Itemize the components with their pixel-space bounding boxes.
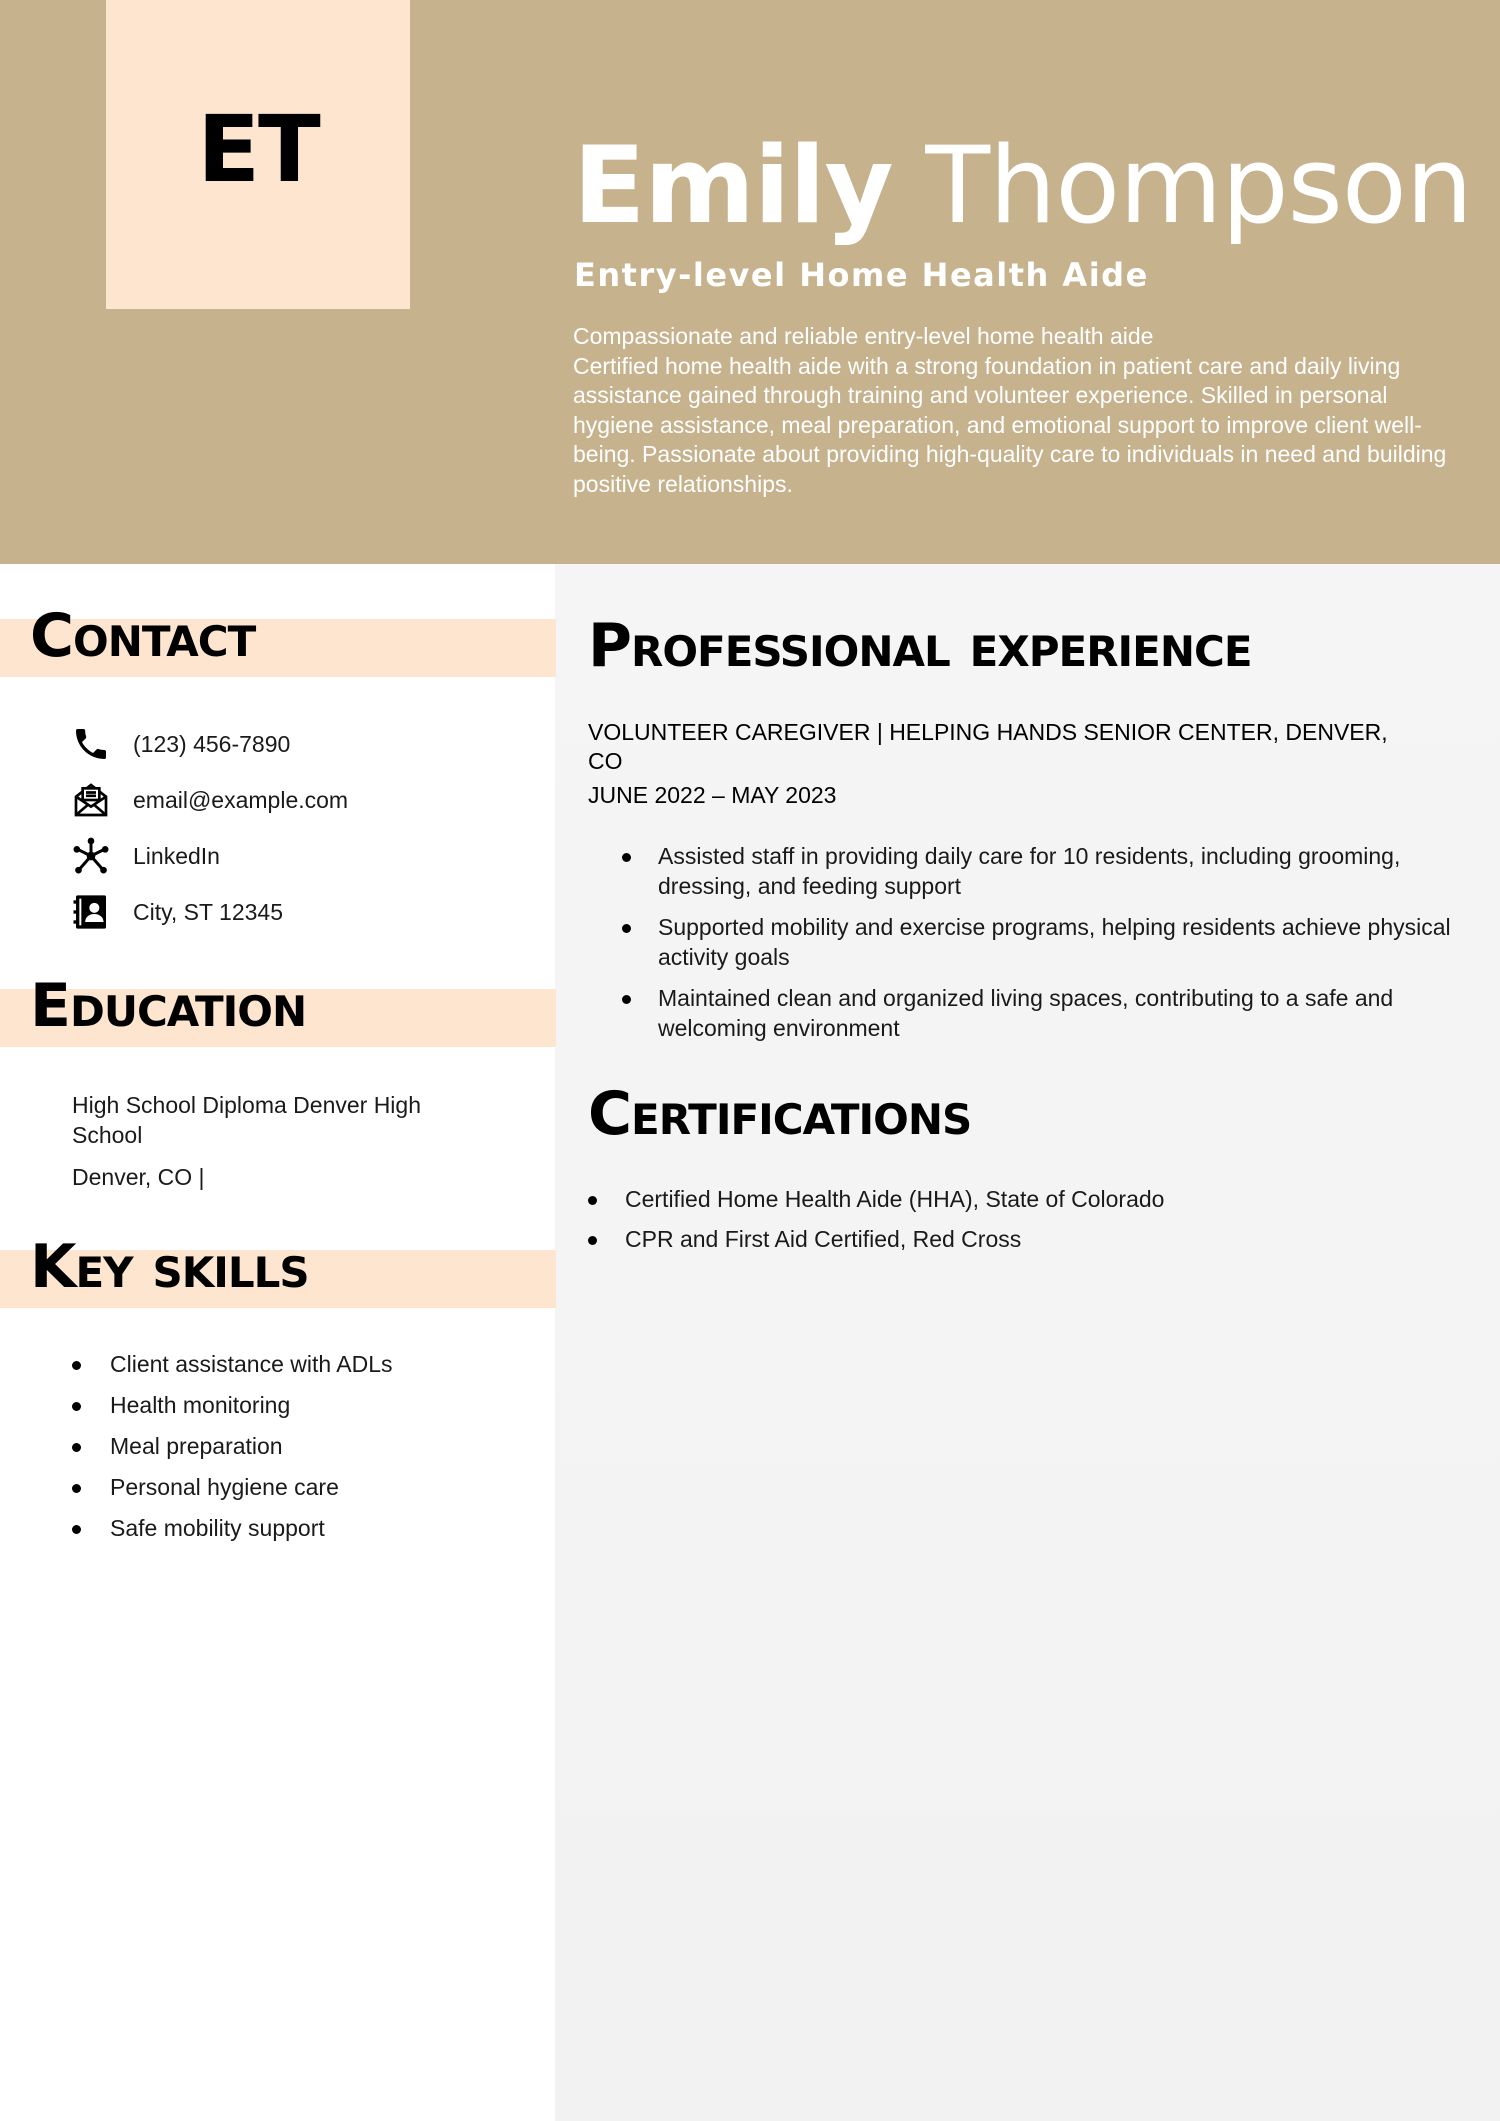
last-name: Thompson [925,124,1472,247]
list-item: Personal hygiene care [72,1473,512,1503]
contact-email[interactable] [70,778,349,822]
list-item: CPR and First Aid Certified, Red Cross [588,1225,1448,1255]
contact-linkedin[interactable] [70,834,220,878]
list-item: Meal preparation [72,1432,512,1462]
certifications-heading: Certifications [588,1079,972,1149]
address-icon [70,891,112,933]
contact-heading: Contact [30,601,256,671]
profile-summary [573,322,1473,499]
list-item: Health monitoring [72,1391,512,1421]
education-heading: Education [30,971,307,1041]
experience-dates: JUNE 2022 – MAY 2023 [588,782,837,808]
skills-heading: Key skills [30,1232,309,1302]
summary-tagline: Compassionate and reliable entry-level home health aide [573,323,1154,349]
list-item: Assisted staff in providing daily care for 10 residents, including grooming, dressing, and feeding support [622,842,1452,901]
experience-bullets [622,842,1452,1055]
monogram-initials: ET [197,96,319,203]
linkedin-icon [70,835,112,877]
experience-heading: Professional experience [588,611,1252,681]
contact-address [70,890,284,934]
list-item: Supported mobility and exercise programs, helping residents achieve physical activity goals [622,913,1452,972]
phone-text: (123) 456-7890 [133,730,291,757]
monogram-box [106,0,410,309]
job-title: Entry-level Home Health Aide [574,256,1149,294]
certifications-list [588,1185,1448,1265]
list-item: Maintained clean and organized living spaces, contributing to a safe and welcoming environment [622,984,1452,1043]
phone-icon [70,723,112,765]
header-banner [0,0,1500,564]
list-item: Client assistance with ADLs [72,1350,512,1380]
education-location: Denver, CO | [72,1164,205,1190]
list-item: Certified Home Health Aide (HHA), State of Colorado [588,1185,1448,1215]
summary-body: Certified home health aide with a strong foundation in patient care and daily living assistance gained through training and volunteer experience. Skilled in personal hygiene assistance, meal preparation, and emotional support to improve client well-being. Passionate about providing high-quality care to individuals in need and building positive relationships. [573,352,1447,497]
list-item: Safe mobility support [72,1514,512,1544]
education-degree: High School Diploma Denver High School [72,1092,421,1148]
contact-phone [70,722,291,766]
linkedin-text[interactable]: LinkedIn [133,842,220,869]
candidate-name [573,124,1472,247]
email-icon [70,779,112,821]
first-name: Emily [573,124,893,247]
address-text: City, ST 12345 [133,898,284,925]
email-text[interactable]: email@example.com [133,786,349,813]
skills-list [72,1350,512,1555]
experience-role: VOLUNTEER CAREGIVER | HELPING HANDS SENIOR CENTER, DENVER, CO [588,719,1388,774]
